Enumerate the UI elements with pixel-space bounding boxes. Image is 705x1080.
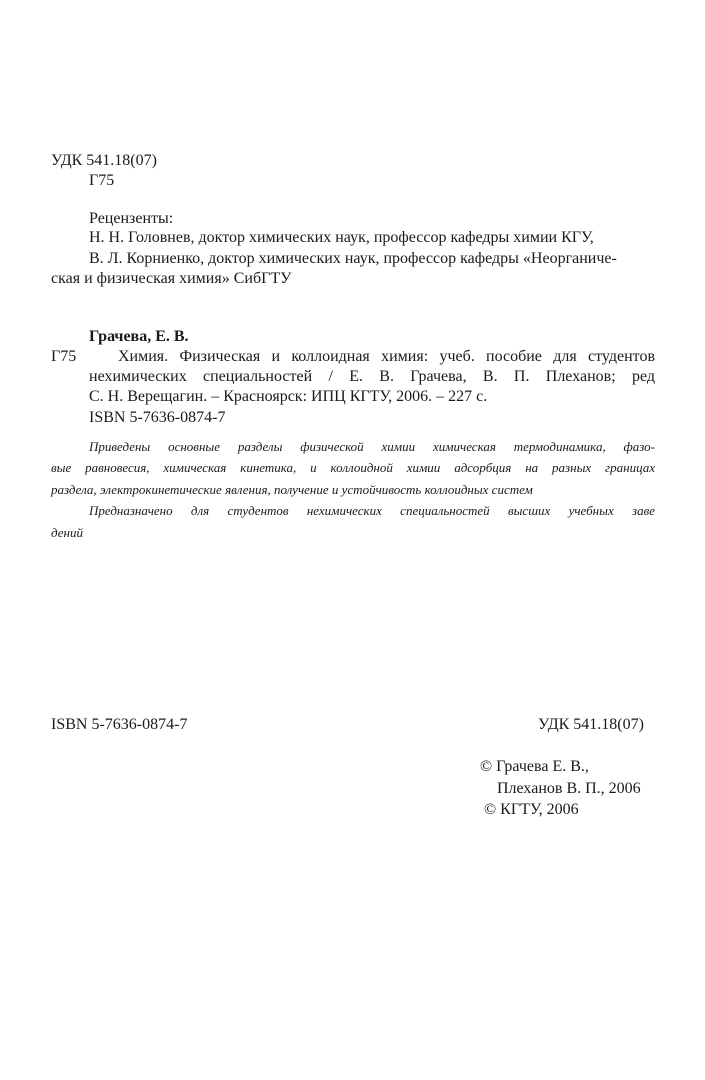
reviewer-line-2: В. Л. Корниенко, доктор химических наук, профессор кафедры «Неорганиче- — [89, 250, 617, 267]
bib-line-2: нехимических специальностей / Е. В. Грачева, В. П. Плеханов; ред — [89, 368, 655, 385]
abstract-line-1: Приведены основные разделы физической химии химическая термодинамика, фазо- — [89, 439, 655, 454]
bib-line-3: С. Н. Верещагин. – Красноярск: ИПЦ КГТУ, 2006. – 227 с. — [89, 388, 488, 405]
copyright-author-1: © Грачева Е. В., — [480, 758, 589, 775]
reviewers-heading: Рецензенты: — [89, 210, 174, 227]
bib-isbn: ISBN 5-7636-0874-7 — [89, 409, 226, 426]
abstract-line-4: Предназначено для студентов нехимических специальностей высших учебных заве — [89, 503, 655, 518]
abstract-line-2: вые равновесия, химическая кинетика, и коллоидной химии адсорбция на разных границах — [51, 460, 655, 475]
abstract-line-3: раздела, электрокинетические явления, получение и устойчивость коллоидных систем — [51, 482, 533, 497]
copyright-author-2: Плеханов В. П., 2006 — [497, 780, 641, 797]
abstract-line-5: дений — [51, 525, 83, 540]
footer-isbn: ISBN 5-7636-0874-7 — [51, 716, 188, 733]
bib-line-1: Химия. Физическая и коллоидная химия: учеб. пособие для студентов — [118, 348, 655, 365]
bib-code: Г75 — [51, 348, 77, 365]
copyright-publisher: © КГТУ, 2006 — [484, 801, 579, 818]
reviewer-line-1: Н. Н. Головнев, доктор химических наук, профессор кафедры химии КГУ, — [89, 229, 594, 246]
code-top: Г75 — [89, 172, 115, 189]
bib-author: Грачева, Е. В. — [89, 328, 189, 345]
reviewer-line-3: ская и физическая химия» СибГТУ — [51, 270, 292, 287]
udk-top: УДК 541.18(07) — [51, 152, 157, 169]
footer-udk: УДК 541.18(07) — [538, 716, 644, 733]
